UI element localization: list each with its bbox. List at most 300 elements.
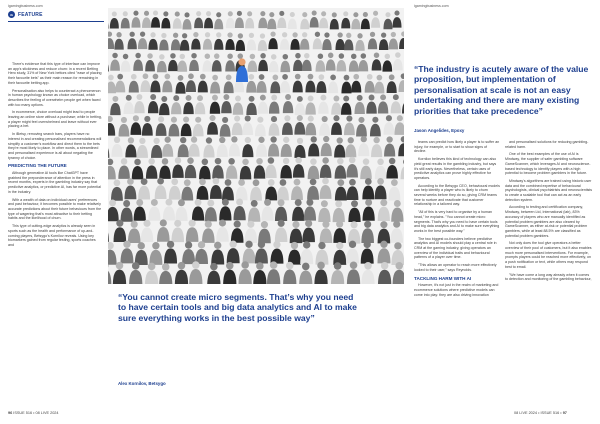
crowd-person [212, 158, 224, 179]
paragraph: Kornilov believes this kind of technology can also yield great results in the gambling industry, but says it's still early days. Nevertheless, certain uses of predictive analytics can prove highly effective for operators. [414, 157, 497, 180]
crowd-person [148, 94, 158, 113]
crowd-person [290, 32, 299, 50]
crowd-person [149, 242, 162, 265]
paragraph: teams can predict how likely a player is to suffer an injury, for example, or to start to show signs of decline. [414, 140, 500, 154]
paragraph: "We have come a long way already when it comes to detection and monitoring of the gambling behaviour, [505, 272, 592, 282]
crowd-person [268, 136, 279, 156]
paragraph: In iBetsy, removing search bars, players have no interest in and creating personalised recommendations will simplify a customer's workflow and direct them to the bets they're most likely to place. In other words, a streamlined and personalised experience is all about negating the tyranny of choice. [8, 132, 102, 160]
crowd-person [378, 221, 391, 243]
crowd-person [379, 32, 388, 50]
crowd-person [258, 221, 271, 243]
crowd-person [347, 261, 360, 284]
crowd-person [108, 262, 111, 284]
crowd-person [171, 220, 184, 242]
crowd-person [335, 179, 347, 200]
crowd-person [151, 11, 160, 28]
crowd-person [178, 137, 189, 157]
crowd-person [246, 74, 256, 93]
crowd-person [155, 178, 167, 199]
crowd-person [119, 117, 130, 137]
crowd-person [188, 136, 199, 156]
crowd-person [163, 199, 175, 221]
crowd-person [146, 158, 158, 179]
crowd-person [280, 32, 289, 50]
crowd-person [316, 74, 326, 93]
crowd-person [221, 94, 231, 113]
crowd-person [255, 241, 268, 264]
crowd-person [232, 115, 243, 135]
pull-quote-author-left: Alex Kornilov, Betsygo [118, 381, 166, 386]
crowd-person [349, 54, 359, 72]
crowd-person [267, 12, 276, 29]
crowd-person [305, 74, 315, 93]
crowd-person [375, 159, 387, 180]
crowd-person [108, 220, 109, 242]
crowd-person [175, 199, 187, 221]
crowd-person [330, 12, 339, 29]
crowd-person [316, 53, 326, 71]
crowd-person [135, 242, 148, 265]
crowd-person [225, 32, 234, 50]
crowd-person [358, 53, 368, 71]
crowd-person [394, 115, 404, 135]
crowd-person [162, 137, 173, 157]
crowd-person [280, 54, 290, 72]
page-number-left: 96 [8, 411, 13, 415]
crowd-person [295, 96, 305, 115]
crowd-person [384, 136, 395, 156]
crowd-person [277, 179, 289, 200]
paragraph: Although generative AI tools like ChatGPT have grabbed the preponderance of attention in the press in recent months, experts in the gambling industry say that predictive analytics, or predictive AI, has far more potential in the industry. [8, 171, 101, 194]
crowd-person [280, 74, 290, 93]
crowd-person [294, 115, 305, 135]
crowd-person [358, 136, 369, 156]
crowd-person [134, 199, 146, 221]
crowd-person [108, 75, 116, 94]
site-url-right: igamingbusiness.com [414, 4, 449, 8]
crowd-person [145, 263, 158, 284]
crowd-person [111, 137, 122, 157]
crowd-person [182, 241, 195, 264]
crowd-person [181, 116, 192, 136]
crowd-person [310, 10, 319, 27]
crowd-person [233, 199, 245, 221]
crowd-person [258, 11, 267, 28]
crowd-person [265, 157, 277, 178]
crowd-person [257, 74, 267, 93]
paragraph: With a wealth of data on individual users' preferences and past behaviour, it becomes possible to make relatively accurate predictions about their future behaviours from the type of wagering that's most attractive to their betting habits and the likelihood of churn. [8, 197, 102, 221]
section-heading: TACKLING HARM WITH AI [414, 275, 472, 281]
crowd-person [180, 33, 189, 51]
crowd-person [120, 241, 133, 264]
crowd-person [191, 32, 200, 50]
crowd-person [245, 221, 258, 243]
crowd-person [138, 178, 150, 199]
crowd-person [351, 74, 361, 93]
crowd-person [363, 199, 375, 221]
crowd-person [142, 116, 153, 136]
paragraph: This type of cutting-edge analytics is already seen in sports such as the health and performance of up-and-coming players, Betsygo's Kornilov reveals. Using key biomarkers gained from regular testing, sports coaches and [8, 224, 96, 247]
crowd-person [331, 96, 341, 115]
crowd-person [161, 11, 170, 28]
crowd-person [319, 116, 330, 136]
crowd-person [293, 74, 303, 93]
crowd-person [246, 96, 256, 115]
paragraph: Mindway's algorithms are trained using historic user data and the combined expertise of behavioural psychologists, clinical psychiatrists and neuroscientists to create a scalable tool that can act as an early detection system. [505, 178, 593, 202]
crowd-person [361, 262, 374, 284]
crowd-person [157, 219, 170, 241]
crowd-person [383, 12, 392, 29]
crowd-person [159, 96, 169, 115]
crowd-person [341, 75, 351, 94]
crowd-person [110, 96, 120, 115]
crowd-person [258, 95, 268, 114]
crowd-person [345, 137, 356, 157]
crowd-person [207, 263, 220, 284]
crowd-person [348, 200, 360, 222]
crowd-person [203, 32, 212, 50]
logo-icon: iG [9, 12, 14, 17]
crowd-person [308, 136, 319, 156]
crowd-person [169, 117, 180, 137]
pull-quote-left: “You cannot create micro segments. That’s why you need to have certain tools and big data analytics and AI to make sure everything works in the best possible way” [118, 292, 357, 323]
crowd-person [305, 116, 316, 136]
crowd-person [242, 115, 253, 135]
crowd-person [121, 11, 130, 28]
crowd-person [245, 11, 254, 28]
crowd-person [302, 53, 312, 71]
crowd-person [335, 32, 344, 50]
crowd-person [127, 32, 136, 50]
crowd-person [198, 74, 208, 93]
crowd-person [299, 263, 312, 284]
crowd-person [356, 117, 367, 137]
crowd-person [128, 221, 141, 243]
crowd-person [159, 158, 171, 179]
crowd-person [372, 52, 382, 70]
crowd-person [239, 261, 252, 284]
crowd-person [148, 199, 160, 221]
crowd-person [164, 241, 177, 264]
crowd-person [145, 53, 155, 71]
crowd-person [226, 11, 235, 28]
crowd-person [108, 199, 119, 221]
crowd-person [368, 32, 377, 50]
crowd-person [224, 74, 234, 93]
crowd-person [261, 199, 273, 221]
crowd-person [293, 53, 303, 71]
crowd-person [292, 199, 304, 221]
paragraph: Personalisation also helps to counteract a phenomenon in human psychology known as choice overload, which describes the feeling of overwhelm people get when faced with too many options. [8, 88, 101, 107]
crowd-person [183, 12, 192, 29]
crowd-person [361, 12, 370, 29]
left-column [8, 62, 102, 251]
crowd-person [333, 221, 346, 243]
crowd-person [360, 158, 372, 179]
crowd-person [386, 158, 398, 179]
crowd-person [333, 242, 346, 265]
crowd-person [366, 95, 376, 114]
crowd-person [275, 199, 287, 221]
crowd-person [219, 199, 231, 221]
crowd-person [162, 74, 172, 93]
crowd-person [291, 179, 303, 200]
crowd-person [378, 199, 390, 221]
crowd-person [378, 94, 388, 113]
crowd-person [314, 262, 327, 284]
issue-right: 08 LIVE 2024 • ISSUE 516 • [514, 411, 562, 415]
crowd-person [118, 158, 130, 179]
crowd-person [393, 52, 403, 70]
crowd-person [177, 54, 187, 72]
crowd-person [243, 241, 256, 264]
crowd-person [205, 200, 217, 222]
crowd-person [142, 11, 151, 28]
crowd-person [255, 117, 266, 137]
crowd-person [148, 32, 157, 50]
paragraph: There's evidence that this type of interface can improve an app's stickiness and reduce churn: in a recent Betting Hero study, 31% of New York bettors cited "ease of placing their favourite bets" as their main reason for remaining in their favourite betting app. [8, 62, 102, 85]
crowd-person [258, 33, 267, 51]
crowd-person [269, 95, 279, 114]
crowd-person [240, 159, 252, 180]
crowd-person [320, 221, 333, 243]
crowd-person [226, 158, 238, 179]
crowd-person [346, 241, 359, 264]
crowd-person [399, 31, 404, 49]
crowd-person [267, 261, 280, 284]
crowd-person [131, 11, 140, 28]
crowd-person [265, 179, 277, 200]
paragraph: However, it's not just in the realm of marketing and ecommerce solutions where predictive models can come into play: they are also driving innovation [414, 283, 499, 297]
crowd-person [110, 11, 119, 28]
crowd-person [391, 94, 401, 113]
crowd-person [108, 242, 117, 265]
crowd-person [183, 95, 193, 114]
crowd-person [181, 179, 193, 200]
crowd-person [333, 200, 345, 222]
crowd-figures [108, 8, 404, 284]
crowd-person [361, 221, 374, 243]
crowd-person [389, 32, 398, 50]
crowd-person [212, 53, 222, 71]
crowd-person [341, 11, 350, 28]
section-heading: PREDICTING THE FUTURE [8, 163, 67, 169]
crowd-person [159, 33, 168, 51]
crowd-person [321, 136, 332, 156]
crowd-person [328, 75, 338, 94]
crowd-person [175, 262, 188, 284]
crowd-person [115, 74, 125, 93]
crowd-person [302, 220, 315, 242]
divider [8, 21, 104, 22]
crowd-person [192, 199, 204, 221]
crowd-person [172, 157, 184, 178]
crowd-person [140, 73, 150, 92]
page-number-right: 97 [562, 411, 567, 415]
crowd-person [268, 31, 277, 49]
crowd-person [334, 137, 345, 157]
crowd-person [371, 11, 380, 28]
crowd-person [229, 136, 240, 156]
crowd-person [199, 159, 211, 180]
crowd-person [346, 157, 358, 178]
crowd-person [280, 158, 292, 179]
crowd-person [253, 262, 266, 284]
crowd-person [318, 95, 328, 114]
crowd-person [377, 241, 390, 264]
crowd-person [132, 159, 144, 180]
crowd-person [210, 178, 222, 199]
crowd-person [225, 53, 235, 71]
paragraph: Not only does the tool give operators a better overview of their pool of customers, but it also enables much more personalised interventions. For example, prompts players could be reached more effectively, on a push notification or text, while others may respond best to email. [505, 241, 592, 269]
crowd-person [250, 179, 262, 200]
crowd-person [231, 221, 244, 243]
crowd-person [129, 74, 139, 93]
crowd-person [211, 242, 224, 265]
issue-left: ISSUE 516 • 08 LIVE 2024 [13, 411, 59, 415]
paragraph: In ecommerce, choice overload might lead to people leaving an online store without a purchase; while in betting, a player might feel overwhelmed and leave without ever placing a bet. [8, 110, 102, 129]
crowd-person [137, 138, 148, 158]
site-url-left: igamingbusiness.com [8, 4, 43, 8]
crowd-person [398, 73, 404, 92]
crowd-person [151, 138, 162, 158]
crowd-person [207, 115, 218, 135]
crowd-person [283, 94, 293, 113]
crowd-person [216, 219, 229, 241]
crowd-person [108, 159, 116, 180]
crowd-person [308, 158, 320, 179]
crowd-person [335, 158, 347, 179]
crowd-person [331, 115, 342, 135]
crowd-person [121, 200, 133, 222]
crowd-person [210, 95, 220, 114]
crowd-person [319, 11, 328, 28]
crowd-person [242, 137, 253, 157]
crowd-person [202, 221, 215, 243]
crowd-person [189, 53, 199, 71]
crowd-person [197, 178, 209, 199]
crowd-person [370, 117, 381, 137]
crowd-person [304, 199, 316, 221]
crowd-person [254, 158, 266, 179]
crowd-person [315, 242, 328, 265]
paragraph: One of the best examples of the use of AI is Mindway, the supplier of safer gambling software GameScanner, which leverages AI and neuroscience-based technology to identify players with a high potential to become problem gamblers in the future. [505, 152, 591, 176]
crowd-person [378, 262, 391, 284]
crowd-person [269, 116, 280, 136]
crowd-person [227, 240, 240, 263]
crowd-person [235, 11, 244, 28]
pull-quote-right: “The industry is acutely aware of the value proposition, but implementation of personalisation at scale is not an easy undertaking and there are many existing priorities that take precedence” [414, 64, 589, 116]
crowd-illustration [108, 8, 404, 284]
paragraph: The two biggest co-founders believe predictive analytics and AI models should play a central role in CRM at the gaming industry, giving operators an overview of the individual traits and behavioural patterns of a player over time. [414, 236, 497, 260]
crowd-person [318, 200, 330, 222]
crowd-person [294, 138, 305, 158]
crowd-person [398, 136, 404, 156]
crowd-person [220, 117, 231, 137]
crowd-person [223, 262, 236, 284]
crowd-person [159, 263, 172, 284]
crowd-person [354, 95, 364, 114]
crowd-person [300, 32, 309, 50]
crowd-person [150, 74, 160, 93]
crowd-person [189, 261, 202, 284]
crowd-person [248, 54, 258, 72]
crowd-person [293, 157, 305, 178]
crowd-person [247, 33, 256, 51]
crowd-person [108, 53, 109, 71]
crowd-person [320, 157, 332, 178]
crowd-person [110, 53, 120, 71]
crowd-person [402, 94, 404, 113]
crowd-person [129, 262, 142, 284]
crowd-person [210, 75, 220, 94]
crowd-person [371, 137, 382, 157]
pull-quote-author-right: Jason Angelides, Epoxy [414, 128, 465, 133]
crowd-person [108, 31, 114, 49]
crowd-person [171, 33, 180, 51]
crowd-person [233, 96, 243, 115]
crowd-person [134, 94, 144, 113]
crowd-person [193, 117, 204, 137]
crowd-person [300, 12, 309, 29]
crowd-person [168, 53, 178, 71]
crowd-person [125, 137, 136, 157]
crowd-person [175, 75, 185, 94]
crowd-person [114, 220, 127, 242]
section-label-text: FEATURE [18, 11, 43, 18]
right-column-1 [414, 140, 500, 300]
crowd-person [313, 32, 322, 50]
crowd-person [202, 53, 212, 71]
crowd-person [393, 11, 402, 28]
crowd-person [390, 221, 403, 243]
crowd-person [173, 12, 182, 29]
crowd-person [320, 178, 332, 199]
crowd-person [393, 262, 404, 284]
crowd-person [401, 159, 404, 180]
crowd-person [365, 74, 375, 93]
crowd-person [108, 138, 109, 158]
crowd-person [186, 220, 199, 242]
crowd-person [124, 178, 136, 199]
crowd-person [269, 54, 279, 72]
crowd-person [305, 95, 315, 114]
crowd-person [331, 262, 344, 284]
crowd-person [108, 116, 115, 136]
paragraph: "All of this is very hard to organise by a human head," he explains. "You cannot create micro segments. That's why you need to have certain tools and big data analytics and AI to make sure everything works in the best possible way." [414, 210, 500, 233]
crowd-person [133, 53, 143, 71]
crowd-person [138, 32, 147, 50]
crowd-person [326, 53, 336, 71]
crowd-person [307, 179, 319, 200]
crowd-person [337, 53, 347, 71]
crowd-person [344, 115, 355, 135]
crowd-person [300, 241, 313, 264]
crowd-person [361, 241, 374, 264]
paragraph: According to testing and certification company, Mindway, between Ltd, International (lab), 83% accuracy of players who are manually identified as potential problem gamblers are also cleared by GameScanner, as either at-risk or potential problem gamblers, while at least 88.5% are classified as potential problem gamblers. [505, 205, 588, 238]
section-label [8, 11, 43, 18]
crowd-person [283, 262, 296, 284]
crowd-person [222, 179, 234, 200]
crowd-person [344, 33, 353, 51]
paragraph: "This allows an operator to reach more effectively looked to their user," says Reynolds. [414, 263, 497, 272]
crowd-person [217, 137, 228, 157]
crowd-person [248, 200, 260, 222]
crowd-person [204, 11, 213, 28]
crowd-person [195, 95, 205, 114]
crowd-person [194, 11, 203, 28]
crowd-person [124, 95, 134, 114]
